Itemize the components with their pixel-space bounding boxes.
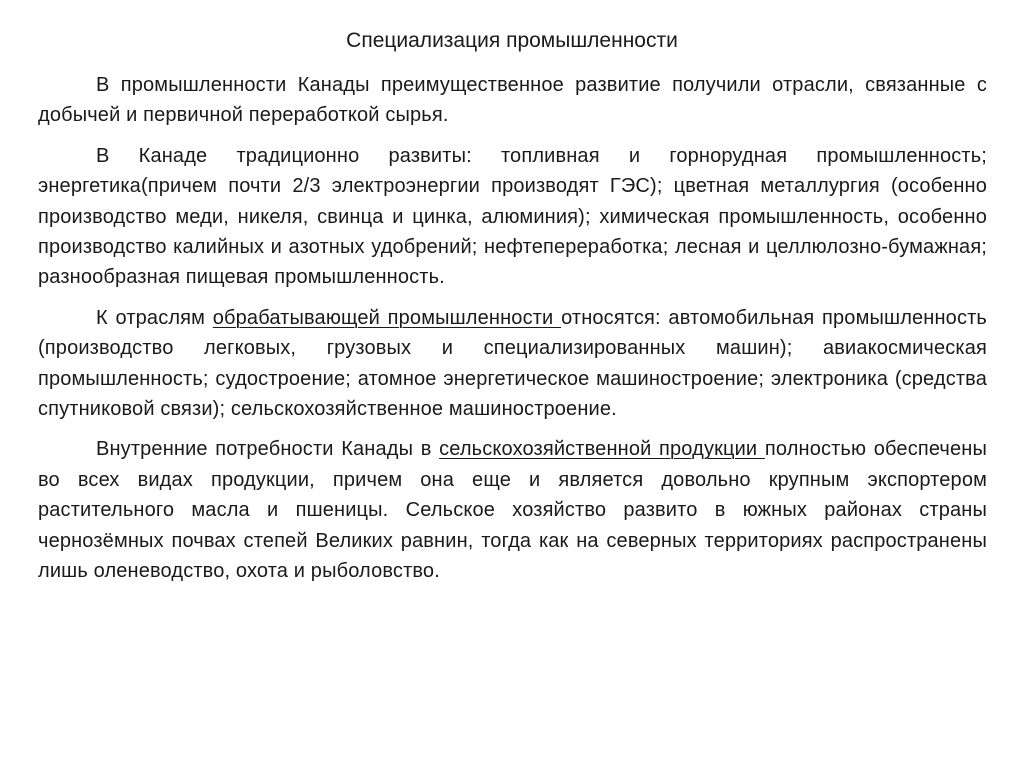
- paragraph-manufacturing: [38, 303, 987, 425]
- paragraph-raw-materials: В промышленности Канады преимущественное развитие получили отрасли, связанные с добычей и первичной переработкой сырья.: [38, 74, 987, 127]
- agriculture-details: полностью обеспечены во всех видах продукции, причем она еще и является довольно крупным экспортером растительного масла и пшеницы. Сельское хозяйство развито в южных районах страны чернозёмных почвах степей Великих равнин, тогда как на северных территориях распространены лишь оленеводство, охота и рыболовство.: [38, 438, 987, 583]
- body-text: [38, 70, 987, 597]
- manufacturing-term-underlined: обрабатывающей промышленности: [212, 306, 562, 329]
- manufacturing-list: относятся: автомобильная промышленность (производство легковых, грузовых и специализированных машин); авиакосмическая промышленность; судостроение; атомное энергетическое машиностроение; электроника (средства спутниковой связи); сельскохозяйственное машиностроение.: [38, 306, 987, 421]
- agriculture-intro: Внутренние потребности Канады в: [96, 438, 440, 461]
- manufacturing-intro: К отраслям: [96, 306, 213, 329]
- paragraph-traditional-industries: В Канаде традиционно развиты: топливная и горнорудная промышленность; энергетика(причем почти 2/3 электроэнергии производят ГЭС); цветная металлургия (особенно производство меди, никеля, свинца и цинка, алюминия); химическая промышленность, особенно производство калийных и азотных удобрений; нефтепереработка; лесная и целлюлозно-бумажная; разнообразная пищевая промышленность.: [38, 144, 987, 289]
- agriculture-term-underlined: сельскохозяйственной продукции: [439, 438, 765, 461]
- page-title: Специализация промышленности: [346, 29, 678, 52]
- paragraph-agriculture: [38, 434, 987, 586]
